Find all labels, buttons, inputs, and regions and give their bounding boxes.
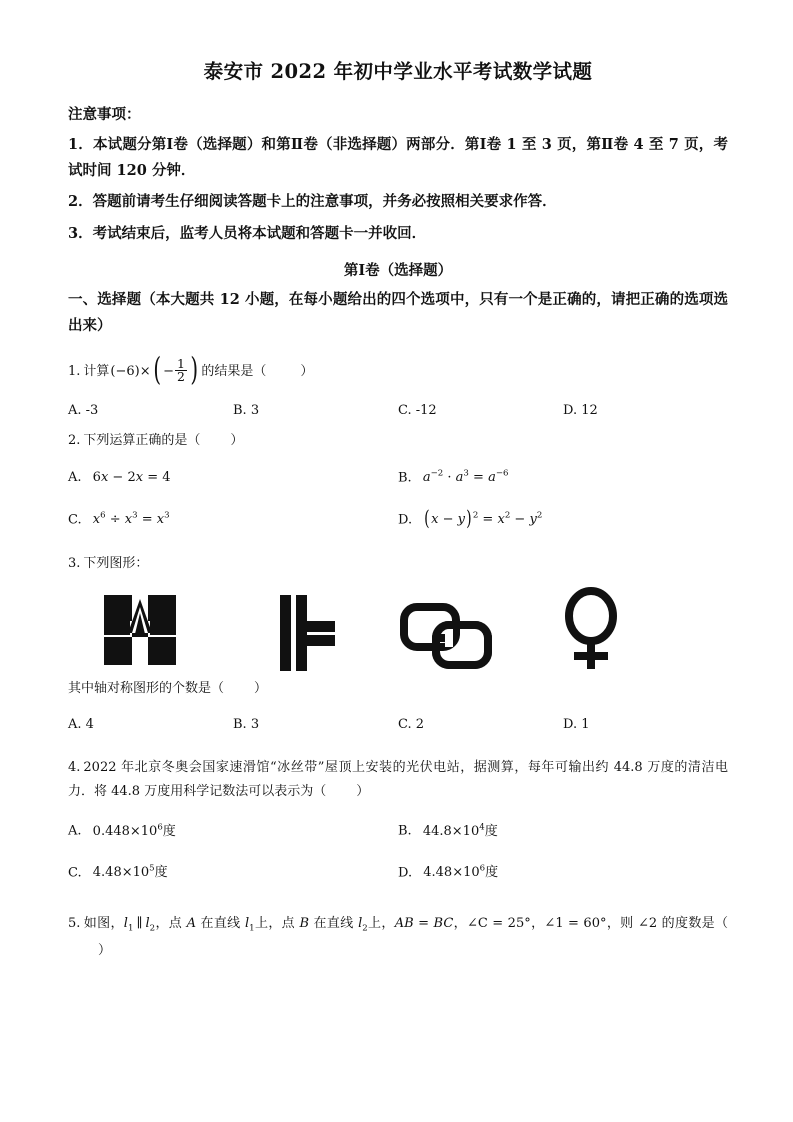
question-4-stem-end: ） (356, 784, 370, 800)
page-title: 泰安市 2022 年初中学业水平考试数学试题 (203, 60, 593, 83)
question-2-number: 2. (68, 433, 81, 449)
question-3-options (68, 715, 728, 735)
q5-line-l3: l (245, 915, 250, 931)
part-one-title: 第Ⅰ卷（选择题） (343, 261, 453, 279)
q4-opt-a-times: ×10 (129, 823, 158, 839)
q5-point-a: A (186, 915, 196, 931)
q4-opt-a-exponent: 6 (157, 822, 163, 833)
figure-cell-4 (516, 587, 654, 673)
q4-opt-c-expression (93, 865, 168, 880)
question-1-option-a[interactable]: A. -3 (68, 402, 99, 418)
q4-opt-c-label: C. (68, 865, 82, 881)
q4-opt-b-times: ×10 (451, 823, 480, 839)
q5-part-2: ，点 (155, 915, 187, 931)
question-1-expression: (−6)×( − $\frac{1}{2}$ ) (110, 349, 198, 388)
figure-cell-3 (378, 587, 516, 673)
question-1-stem-pre: 计算 (83, 363, 110, 379)
question-3-stem-text: 下列图形： (83, 555, 149, 571)
q5-part-7: ， (453, 915, 467, 931)
q4-opt-c-mantissa: 4.48 (92, 865, 122, 881)
q2-opt-c-expression: $x^6 \div x^3 = x^3$ (92, 510, 170, 528)
q4-opt-d-label: D. (398, 865, 413, 881)
q5-part-3: 在直线 (196, 915, 245, 931)
question-4-options-row2 (68, 863, 728, 883)
q4-opt-b-exponent: 4 (479, 822, 485, 833)
q2-opt-c-label: C. (68, 512, 82, 528)
q5-part-8: ， (530, 915, 545, 931)
q5-line-l2: l (145, 915, 150, 931)
question-3-option-d[interactable]: D. 1 (563, 716, 590, 732)
q4-opt-d-unit: 度 (485, 865, 499, 881)
q1-fraction (175, 355, 187, 385)
q4-opt-a-unit: 度 (162, 823, 176, 839)
question-3-stem2-text: 其中轴对称图形的个数是（ (68, 681, 225, 697)
notice-item-2: 2．答题前请考生仔细阅读答题卡上的注意事项，并务必按照相关要求作答． (68, 193, 557, 211)
q2-opt-d-expression: $(x - y)^2 = x^2 - y^2$ (424, 506, 543, 531)
q4-opt-c-unit: 度 (154, 865, 168, 881)
q5-angle-c: ∠C = 25° (466, 915, 531, 931)
q1-frac-numerator: 1 (176, 355, 185, 371)
figure-cell-2 (240, 587, 378, 673)
question-2-option-b[interactable] (398, 468, 728, 488)
question-3-number: 3. (68, 555, 81, 571)
question-2-stem-text: 下列运算正确的是（ (83, 433, 201, 449)
q1-left-operand: (−6) (110, 363, 140, 379)
q5-line-l2-sub: 2 (149, 923, 156, 934)
q5-line-l1: l (123, 915, 128, 931)
question-4-number: 4. (68, 760, 81, 776)
question-5 (68, 911, 728, 964)
section-intro: 一、选择题（本大题共 12 小题，在每小题给出的四个选项中，只有一个是正确的，请把正确的选项选出来） (68, 291, 728, 334)
q5-line-l3-sub: 1 (249, 923, 255, 934)
q4-opt-a-mantissa: 0.448 (92, 823, 130, 839)
question-2-options-row2 (68, 506, 728, 531)
q5-angle-1: ∠1 = 60° (544, 915, 607, 931)
q5-part-5: 在直线 (309, 915, 359, 931)
question-2-stem (68, 431, 728, 451)
question-1-stem-end: ） (300, 363, 314, 379)
q5-segment-equality: AB = BC (394, 915, 454, 931)
q2-opt-a-label: A. (68, 469, 82, 485)
question-2-option-d[interactable] (398, 506, 728, 531)
q5-part-6: 上， (367, 915, 395, 931)
q1-operator: × (139, 363, 151, 379)
question-2-options-row1 (68, 468, 728, 488)
q4-opt-a-label: A. (68, 823, 82, 839)
question-4-stem-text: 2022 年北京冬奥会国家速滑馆“冰丝带”屋顶上安装的光伏电站，据测算，每年可输出约 44.8 万度的清洁电力．将 44.8 万度用科学记数法可以表示为（ (68, 760, 728, 800)
question-2-stem-end: ） (230, 433, 244, 449)
q1-frac-denominator: 2 (176, 369, 185, 385)
notice-heading: 注意事项： (68, 106, 141, 124)
notice-item-3: 3．考试结束后，监考人员将本试题和答题卡一并收回． (68, 225, 427, 243)
q4-opt-b-mantissa: 44.8 (422, 823, 452, 839)
question-3-stem (68, 554, 728, 574)
q4-opt-b-label: B. (398, 823, 412, 839)
q4-opt-b-expression (423, 824, 498, 839)
q4-opt-d-expression (423, 865, 498, 880)
question-3-option-a[interactable]: A. 4 (68, 716, 94, 732)
q4-opt-d-mantissa: 4.48 (423, 865, 453, 881)
question-3-option-b[interactable]: B. 3 (233, 716, 260, 732)
question-4-option-c[interactable] (68, 863, 398, 883)
question-4-option-a[interactable] (68, 821, 398, 841)
question-2-option-a[interactable] (68, 468, 398, 488)
q4-opt-c-exponent: 5 (149, 864, 155, 875)
q5-part-4: 上，点 (254, 915, 300, 931)
question-3-option-c[interactable]: C. 2 (398, 716, 425, 732)
question-3-stem2-end: ） (254, 681, 268, 697)
q5-point-b: B (299, 915, 310, 931)
split-bar-figure (276, 593, 338, 673)
question-4-options-row1 (68, 821, 728, 841)
question-4-option-b[interactable] (398, 821, 728, 841)
question-5-stem (68, 911, 728, 964)
q4-opt-d-exponent: 6 (479, 864, 486, 875)
question-1-option-d[interactable]: D. 12 (563, 402, 598, 418)
q4-opt-d-times: ×10 (452, 865, 480, 881)
question-3 (68, 554, 728, 735)
q4-opt-b-unit: 度 (484, 823, 498, 839)
exam-page (68, 0, 728, 964)
q4-opt-c-times: ×10 (121, 865, 150, 881)
q5-line-l4: l (358, 915, 363, 931)
question-3-figures (68, 587, 728, 673)
venus-symbol-figure (560, 587, 622, 673)
question-1-number: 1. (68, 363, 81, 379)
question-1-stem-post: 的结果是（ (201, 363, 267, 379)
q5-parallel-symbol: ∥ (136, 915, 143, 931)
interlocking-links-figure (398, 601, 494, 673)
question-3-stem2 (68, 679, 728, 699)
q2-opt-b-label: B. (398, 470, 412, 486)
question-1-option-c[interactable]: C. -12 (398, 402, 437, 418)
question-1-options (68, 401, 728, 421)
q2-opt-d-label: D. (398, 512, 413, 528)
q5-line-l4-sub: 2 (362, 923, 368, 934)
question-4-option-d[interactable] (398, 863, 728, 883)
question-1-stem (68, 349, 728, 388)
q5-part-10: ） (98, 942, 112, 958)
question-2 (68, 431, 728, 529)
question-1-option-b[interactable]: B. 3 (233, 402, 260, 418)
pinwheel-squares-figure (102, 593, 182, 673)
question-4 (68, 756, 728, 883)
q2-opt-b-expression: $a^{-2} \cdot a^3 = a^{-6}$ (422, 468, 509, 486)
question-2-option-c[interactable] (68, 510, 398, 530)
q5-line-l1-sub: 1 (127, 923, 134, 934)
question-1 (68, 349, 728, 420)
figure-cell-1 (102, 587, 240, 673)
q2-opt-a-expression: 6x − 2x = 4 (92, 469, 171, 485)
question-5-number: 5. (68, 915, 81, 931)
question-4-stem (68, 756, 728, 804)
q5-part-1: 如图， (83, 915, 124, 931)
q5-part-9: ，则 ∠2 的度数是（ (606, 915, 729, 931)
q4-opt-a-expression (93, 824, 176, 839)
notice-item-1: 1．本试题分第Ⅰ卷（选择题）和第Ⅱ卷（非选择题）两部分．第Ⅰ卷 1 至 3 页，第Ⅱ卷 4 至 7 页，考试时间 120 分钟． (68, 135, 728, 179)
q1-frac-sign: − (163, 363, 174, 379)
